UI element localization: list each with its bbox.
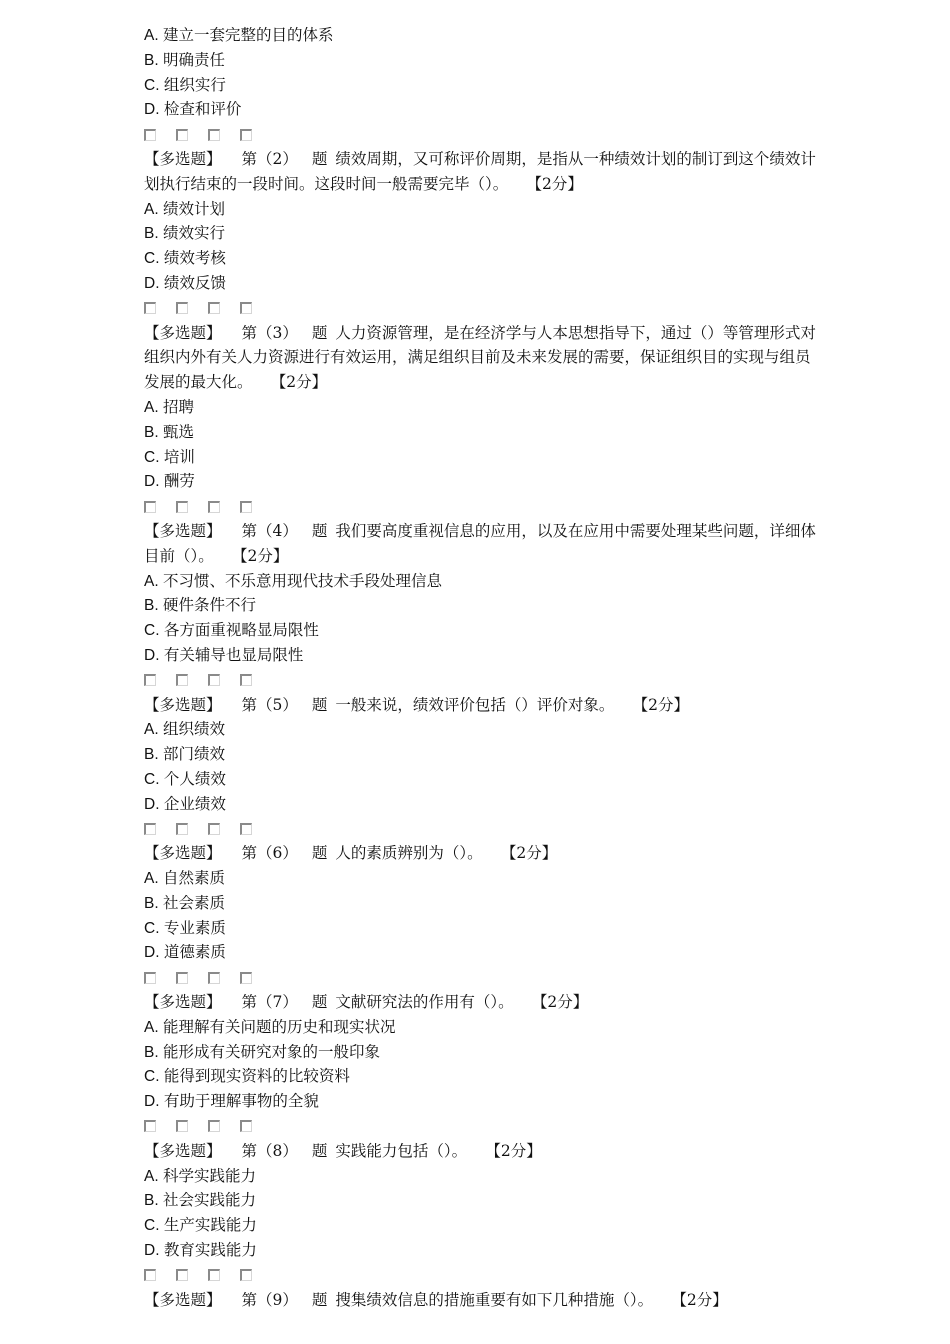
question-block	[144, 321, 824, 519]
option-row	[144, 395, 824, 420]
option-row	[144, 1164, 824, 1189]
option-text: 绩效反馈	[163, 273, 226, 292]
option-text: 社会实践能力	[162, 1191, 256, 1210]
option-text: 能得到现实资料的比较资料	[163, 1067, 350, 1086]
question-points: 【2分】	[640, 695, 690, 714]
option-letter: C.	[144, 250, 160, 268]
checkbox-option-b[interactable]	[176, 972, 188, 984]
option-row	[144, 1089, 824, 1114]
option-letter: B.	[144, 423, 159, 441]
checkbox-option-a[interactable]	[144, 129, 156, 141]
question-ti: 题	[311, 149, 328, 168]
checkbox-option-a[interactable]	[144, 823, 156, 835]
option-row	[144, 940, 824, 965]
question-stem: 绩效周期，又可称评价周期，是指从一种绩效计划的制订到这个绩效计划执行结束的一段时间。这段时间一般需要完毕（）。	[144, 149, 816, 193]
option-text: 甄选	[162, 422, 194, 441]
option-letter: A.	[144, 200, 159, 218]
question-number: 第（2）	[241, 149, 298, 168]
question-points: 【2分】	[278, 373, 328, 392]
question-stem: 一般来说，绩效评价包括（）评价对象。	[335, 695, 615, 714]
question-stem: 实践能力包括（）。	[335, 1141, 468, 1160]
option-row	[144, 891, 824, 916]
option-row	[144, 1238, 824, 1263]
option-letter: D.	[144, 795, 160, 813]
question-block	[144, 519, 824, 693]
question-points: 【2分】	[679, 1290, 728, 1309]
option-text: 生产实践能力	[163, 1216, 257, 1235]
checkbox-option-c[interactable]	[208, 302, 220, 314]
option-row	[144, 48, 824, 73]
option-row	[144, 445, 824, 470]
option-text: 组织绩效	[162, 720, 225, 739]
option-letter: C.	[144, 76, 160, 94]
question-ti: 题	[311, 695, 328, 714]
question-stem: 文献研究法的作用有（）。	[335, 993, 514, 1012]
checkbox-option-a[interactable]	[144, 501, 156, 513]
option-row	[144, 246, 824, 271]
option-row	[144, 717, 824, 742]
option-letter: B.	[144, 1043, 159, 1061]
option-text: 专业素质	[163, 918, 226, 937]
checkbox-option-b[interactable]	[176, 501, 188, 513]
option-row	[144, 197, 824, 222]
checkbox-option-a[interactable]	[144, 302, 156, 314]
option-letter: D.	[144, 473, 160, 491]
option-row	[144, 97, 824, 122]
question-number: 第（5）	[241, 695, 298, 714]
option-row	[144, 643, 824, 668]
question-number: 第（7）	[241, 993, 298, 1012]
option-letter: B.	[144, 225, 159, 243]
option-text: 自然素质	[162, 869, 225, 888]
option-letter: D.	[144, 1242, 160, 1260]
option-letter: B.	[144, 51, 159, 69]
option-letter: A.	[144, 1018, 159, 1036]
question-type-tag: 【多选题】	[144, 695, 222, 714]
checkbox-option-d[interactable]	[240, 674, 252, 686]
option-text: 教育实践能力	[163, 1241, 257, 1260]
option-text: 个人绩效	[163, 769, 226, 788]
checkbox-option-d[interactable]	[240, 129, 252, 141]
checkbox-option-d[interactable]	[240, 972, 252, 984]
option-text: 培训	[163, 447, 195, 466]
question-points: 【2分】	[508, 844, 558, 863]
question-header	[144, 841, 824, 866]
checkbox-option-b[interactable]	[176, 1120, 188, 1132]
question-type-tag: 【多选题】	[144, 844, 222, 863]
option-text: 有助于理解事物的全貌	[163, 1092, 319, 1111]
option-text: 能理解有关问题的历史和现实状况	[162, 1017, 396, 1036]
question-block	[144, 990, 824, 1139]
option-letter: C.	[144, 770, 160, 788]
option-text: 部门绩效	[162, 745, 225, 764]
option-text: 企业绩效	[163, 794, 226, 813]
option-row	[144, 569, 824, 594]
answer-checkboxes	[144, 668, 824, 693]
question-number: 第（8）	[241, 1141, 298, 1160]
option-text: 各方面重视略显局限性	[163, 621, 319, 640]
checkbox-option-b[interactable]	[176, 1269, 188, 1281]
question-number: 第（3）	[241, 323, 298, 342]
question-stem: 人的素质辨别为（）。	[335, 844, 483, 863]
question-points: 【2分】	[239, 546, 289, 565]
option-letter: D.	[144, 944, 160, 962]
question-number: 第（4）	[241, 521, 298, 540]
question-type-tag: 【多选题】	[144, 149, 222, 168]
answer-checkboxes	[144, 494, 824, 519]
option-letter: C.	[144, 622, 160, 640]
question-block	[144, 147, 824, 321]
question-number: 第（6）	[241, 844, 298, 863]
option-row	[144, 1213, 824, 1238]
checkbox-option-a[interactable]	[144, 972, 156, 984]
option-text: 有关辅导也显局限性	[163, 645, 304, 664]
checkbox-option-b[interactable]	[176, 674, 188, 686]
option-text: 科学实践能力	[162, 1166, 256, 1185]
question-1-tail	[144, 23, 824, 147]
question-number: 第（9）	[241, 1290, 298, 1309]
option-row	[144, 221, 824, 246]
answer-checkboxes	[144, 122, 824, 147]
option-letter: C.	[144, 919, 160, 937]
option-row	[144, 1064, 824, 1089]
option-letter: C.	[144, 1068, 160, 1086]
option-row	[144, 742, 824, 767]
option-row	[144, 73, 824, 98]
question-stem: 搜集绩效信息的措施重要有如下几种措施（）。	[335, 1290, 654, 1309]
question-points: 【2分】	[493, 1141, 542, 1160]
checkbox-option-b[interactable]	[176, 129, 188, 141]
option-row	[144, 792, 824, 817]
option-row	[144, 271, 824, 296]
question-list	[144, 147, 824, 1312]
document-page	[144, 23, 824, 1312]
option-letter: D.	[144, 101, 160, 119]
option-row	[144, 866, 824, 891]
answer-checkboxes	[144, 296, 824, 321]
option-row	[144, 767, 824, 792]
checkbox-option-a[interactable]	[144, 1269, 156, 1281]
question-type-tag: 【多选题】	[144, 1141, 222, 1160]
option-text: 明确责任	[162, 50, 225, 69]
option-text: 硬件条件不行	[162, 596, 256, 615]
question-type-tag: 【多选题】	[144, 521, 222, 540]
question-type-tag: 【多选题】	[144, 323, 222, 342]
question-ti: 题	[311, 1290, 328, 1309]
option-text: 绩效计划	[162, 199, 225, 218]
option-text: 绩效实行	[162, 224, 225, 243]
checkbox-option-c[interactable]	[208, 972, 220, 984]
option-row	[144, 1015, 824, 1040]
checkbox-option-a[interactable]	[144, 1120, 156, 1132]
option-letter: B.	[144, 597, 159, 615]
option-letter: D.	[144, 1093, 160, 1111]
option-text: 能形成有关研究对象的一般印象	[162, 1042, 380, 1061]
answer-checkboxes	[144, 817, 824, 842]
checkbox-option-d[interactable]	[240, 1269, 252, 1281]
question-type-tag: 【多选题】	[144, 993, 222, 1012]
checkbox-option-c[interactable]	[208, 129, 220, 141]
option-row	[144, 593, 824, 618]
option-row	[144, 420, 824, 445]
option-text: 社会素质	[162, 893, 225, 912]
checkbox-option-c[interactable]	[208, 674, 220, 686]
option-text: 检查和评价	[163, 100, 242, 119]
option-letter: A.	[144, 870, 159, 888]
option-letter: A.	[144, 398, 159, 416]
answer-checkboxes	[144, 1263, 824, 1288]
question-header	[144, 519, 824, 569]
question-header	[144, 990, 824, 1015]
option-row	[144, 23, 824, 48]
option-text: 组织实行	[163, 75, 226, 94]
question-ti: 题	[311, 993, 328, 1012]
question-ti: 题	[311, 844, 328, 863]
question-block	[144, 1139, 824, 1288]
option-letter: A.	[144, 1167, 159, 1185]
option-text: 绩效考核	[163, 249, 226, 268]
checkbox-option-c[interactable]	[208, 1269, 220, 1281]
option-row	[144, 469, 824, 494]
option-letter: C.	[144, 448, 160, 466]
question-header	[144, 1139, 824, 1164]
checkbox-option-b[interactable]	[176, 302, 188, 314]
question-ti: 题	[311, 521, 328, 540]
option-letter: A.	[144, 572, 159, 590]
question-block	[144, 841, 824, 990]
question-stem: 我们要高度重视信息的应用，以及在应用中需要处理某些问题，详细体目前（）。	[144, 521, 816, 565]
option-row	[144, 618, 824, 643]
question-stem: 人力资源管理，是在经济学与人本思想指导下，通过（）等管理形式对组织内外有关人力资源进行有效运用，满足组织目前及未来发展的需要，保证组织目的实现与组员发展的最大化。	[144, 323, 816, 392]
option-text: 招聘	[162, 397, 194, 416]
checkbox-option-a[interactable]	[144, 674, 156, 686]
question-ti: 题	[311, 1141, 328, 1160]
option-letter: B.	[144, 894, 159, 912]
option-row	[144, 916, 824, 941]
question-points: 【2分】	[534, 174, 583, 193]
option-text: 酬劳	[163, 472, 195, 491]
question-header	[144, 1288, 824, 1313]
question-ti: 题	[311, 323, 328, 342]
option-letter: A.	[144, 721, 159, 739]
checkbox-option-b[interactable]	[176, 823, 188, 835]
option-letter: C.	[144, 1217, 160, 1235]
option-letter: B.	[144, 1192, 159, 1210]
checkbox-option-c[interactable]	[208, 501, 220, 513]
checkbox-option-d[interactable]	[240, 501, 252, 513]
checkbox-option-c[interactable]	[208, 1120, 220, 1132]
checkbox-option-c[interactable]	[208, 823, 220, 835]
answer-checkboxes	[144, 965, 824, 990]
question-header	[144, 321, 824, 395]
question-header	[144, 147, 824, 197]
option-letter: D.	[144, 646, 160, 664]
question-type-tag: 【多选题】	[144, 1290, 222, 1309]
option-text: 不习惯、不乐意用现代技术手段处理信息	[162, 571, 442, 590]
checkbox-option-d[interactable]	[240, 302, 252, 314]
option-row	[144, 1188, 824, 1213]
option-letter: A.	[144, 27, 159, 44]
option-row	[144, 1040, 824, 1065]
option-text: 道德素质	[163, 943, 226, 962]
question-header	[144, 693, 824, 718]
question-block	[144, 1288, 824, 1313]
question-block	[144, 693, 824, 842]
answer-checkboxes	[144, 1114, 824, 1139]
option-text: 建立一套完整的目的体系	[162, 26, 334, 44]
checkbox-option-d[interactable]	[240, 1120, 252, 1132]
checkbox-option-d[interactable]	[240, 823, 252, 835]
option-letter: B.	[144, 746, 159, 764]
question-points: 【2分】	[539, 993, 589, 1012]
option-letter: D.	[144, 274, 160, 292]
